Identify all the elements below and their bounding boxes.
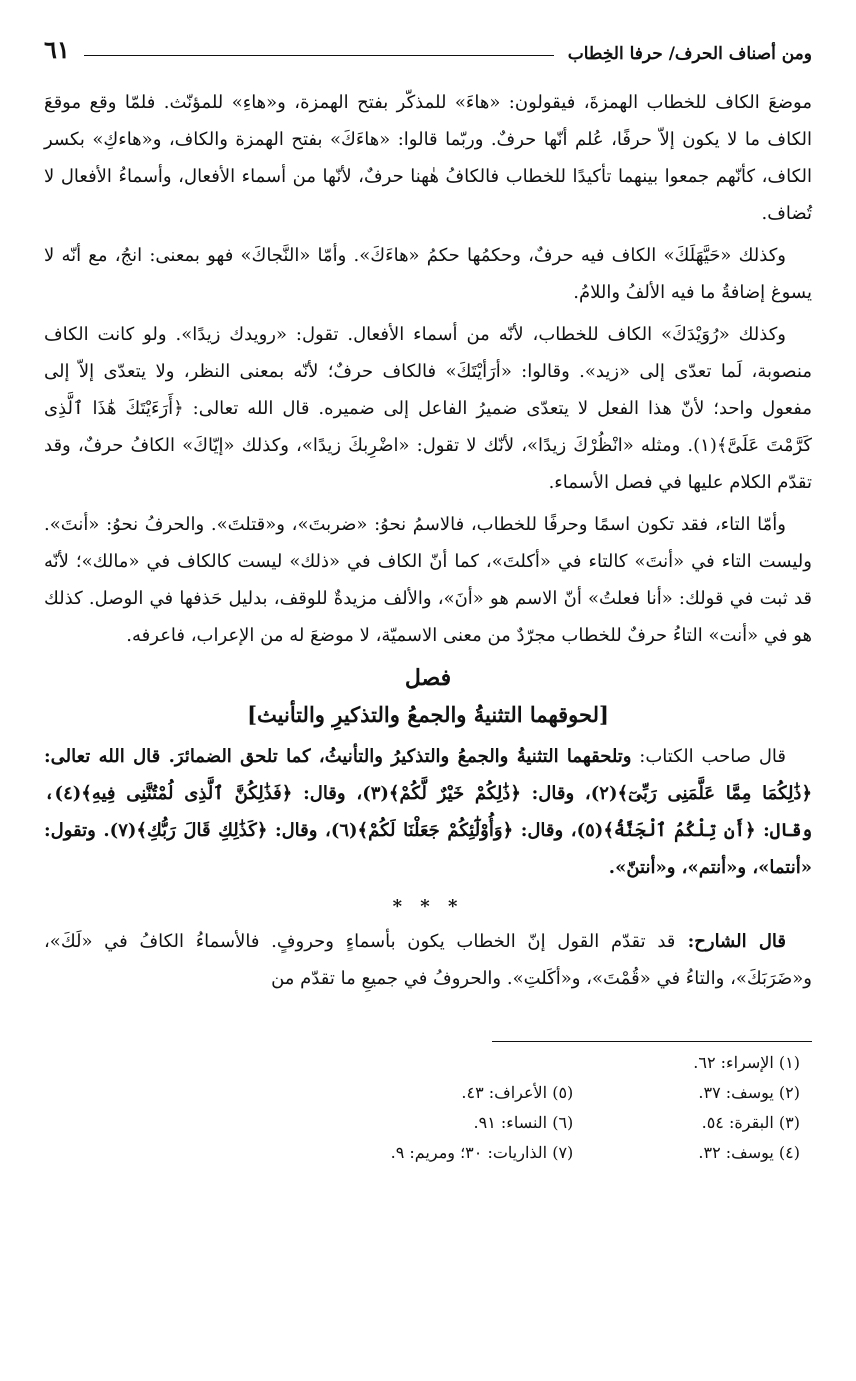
separator-stars: * * * (392, 896, 464, 917)
running-title: ومن أصناف الحرف/ حرفا الخِطاب (567, 44, 812, 64)
footnotes-column-2 (391, 1048, 574, 1168)
section-heading: فصل (404, 665, 452, 691)
paragraph-1: موضعَ الكاف للخطاب الهمزةَ، فيقولون: «هاءَ» للمذكّر بفتح الهمزة، و«هاءِ» للمؤنّث. فلمّا وقع موقعَ الكاف ما لا يكون إلاّ حرفًا، عُلم أنّها حرفٌ. وربّما قالوا: «هاءَكَ» بفتح الهمزة والكاف، و«هاءكِ» بكسر الكاف، كأنّهم جمعوا بينهما تأكيدًا للخطاب فالكافُ هٰهنا حرفٌ، لأنّها من أسماء الأفعال، وأسماءُ الأفعال لا تُضاف. (44, 92, 812, 224)
footnote-rule (492, 1041, 812, 1042)
paragraph-4: وأمّا التاء، فقد تكون اسمًا وحرفًا للخطاب، فالاسمُ نحوُ: «ضربتَ»، و«قتلتَ». والحرفُ نحوُ: «أنتَ». وليست التاء في «أنتَ» كالتاء في «أكلتَ»، كما أنّ الكاف في «ذلك» ليست كالكاف في «مالك»؛ لأنّه قد ثبت في قولك: «أنا فعلتُ» أنّ الاسم هو «أنَ»، والألف مزيدةٌ للوقف، بدليل حَذفها في الوصل. كذلك هو في «أنت» التاءُ حرفٌ للخطاب مجرّدٌ من معنى الاسميّة، لا موضعَ له من الإعراب، فاعرفه. (44, 514, 812, 646)
page-body (44, 84, 812, 997)
paragraph-3: وكذلك «رُوَيْدَكَ» الكاف للخطاب، لأنّه من أسماء الأفعال. تقول: «رويدك زيدًا». ولو كانت الكاف منصوبة، لَما تعدّى إلى «زيد». وقالوا: «أرَأيْتَكَ» فالكاف حرفٌ؛ لأنّه بمعنى النظر، ولا يتعدّى إلاّ إلى مفعول واحد؛ لأنّ هذا الفعل لا يتعدّى ضميرُ الفاعل إلى ضميره. قال الله تعالى: ﴿أَرَءَيْتَكَ هَٰذَا ٱلَّذِى كَرَّمْتَ عَلَىَّ﴾(١). ومثله «انْظُرْكَ زيدًا»، لأنّك لا تقول: «اضْرِبكَ زيدًا»، وكذلك «إيّاكَ» الكافُ حرفٌ، وقد تقدّم الكلام عليها في فصل الأسماء. (44, 324, 812, 493)
text-lead: قال صاحب الكتاب: (631, 746, 786, 767)
footnote: (٤) يوسف: ٣٢. (698, 1143, 800, 1162)
page-number: ٦١ (44, 35, 70, 64)
footnote: (٦) النساء: ٩١. (473, 1113, 574, 1132)
commentary-body: قد تقدّم القول إنّ الخطاب يكون بأسماءٍ وحروفٍ. فالأسماءُ الكافُ في «لَكَ»، و«ضَرَبَكَ»، والتاءُ في «قُمْتَ»، و«أكَلتِ». والحروفُ في جميعِ ما تقدّم من (44, 931, 812, 989)
text-body: وتلحقهما التثنيةُ والجمعُ والتذكيرُ والتأنيثُ، كما تلحق الضمائرَ. قال الله تعالى: ﴿ذَٰلِكُمَا مِمَّا عَلَّمَنِى رَبِّىٓ﴾(٢)، وقال: ﴿ذَٰلِكُمْ خَيْرٌ لَّكُمْ﴾(٣)، وقال: ﴿فَذَٰلِكُنَّ ٱلَّذِى لُمْتُنَّنِى فِيهِ﴾(٤)، وقال: ﴿أَن تِلْكُمُ ٱلْجَنَّةُ﴾(٥)، وقال: ﴿وَأُوْلَٰٓئِكُمْ جَعَلْنَا لَكُمْ﴾(٦)، وقال: ﴿كَذَٰلِكِ قَالَ رَبُّكِ﴾(٧). وتقول: «أنتما»، و«أنتم»، و«أنتنّ». (44, 746, 812, 878)
footnotes-column-1 (693, 1048, 800, 1168)
commentary-paragraph (44, 923, 812, 997)
text-paragraph (44, 738, 812, 886)
section-subheading: [لحوقهما التثنيةُ والجمعُ والتذكيرِ والتأنيث] (247, 702, 609, 727)
footnote: (١) الإسراء: ٦٢. (693, 1053, 800, 1072)
paragraph-2: وكذلك «حَيَّهَلَكَ» الكاف فيه حرفٌ، وحكمُها حكمُ «هاءَكَ». وأمّا «النَّجاكَ» فهو بمعنى: انجُ، مع أنّه لا يسوغ إضافةُ ما فيه الألفُ واللامُ. (44, 245, 812, 303)
footnotes (44, 1048, 812, 1168)
footnote: (٧) الذاريات: ٣٠؛ ومريم: ٩. (390, 1143, 574, 1162)
footnote: (٣) البقرة: ٥٤. (701, 1113, 800, 1132)
header-rule (84, 55, 554, 56)
commentary-lead: قال الشارح: (675, 931, 786, 952)
footnote: (٥) الأعراف: ٤٣. (461, 1083, 574, 1102)
running-header (44, 28, 812, 64)
footnote: (٢) يوسف: ٣٧. (698, 1083, 800, 1102)
